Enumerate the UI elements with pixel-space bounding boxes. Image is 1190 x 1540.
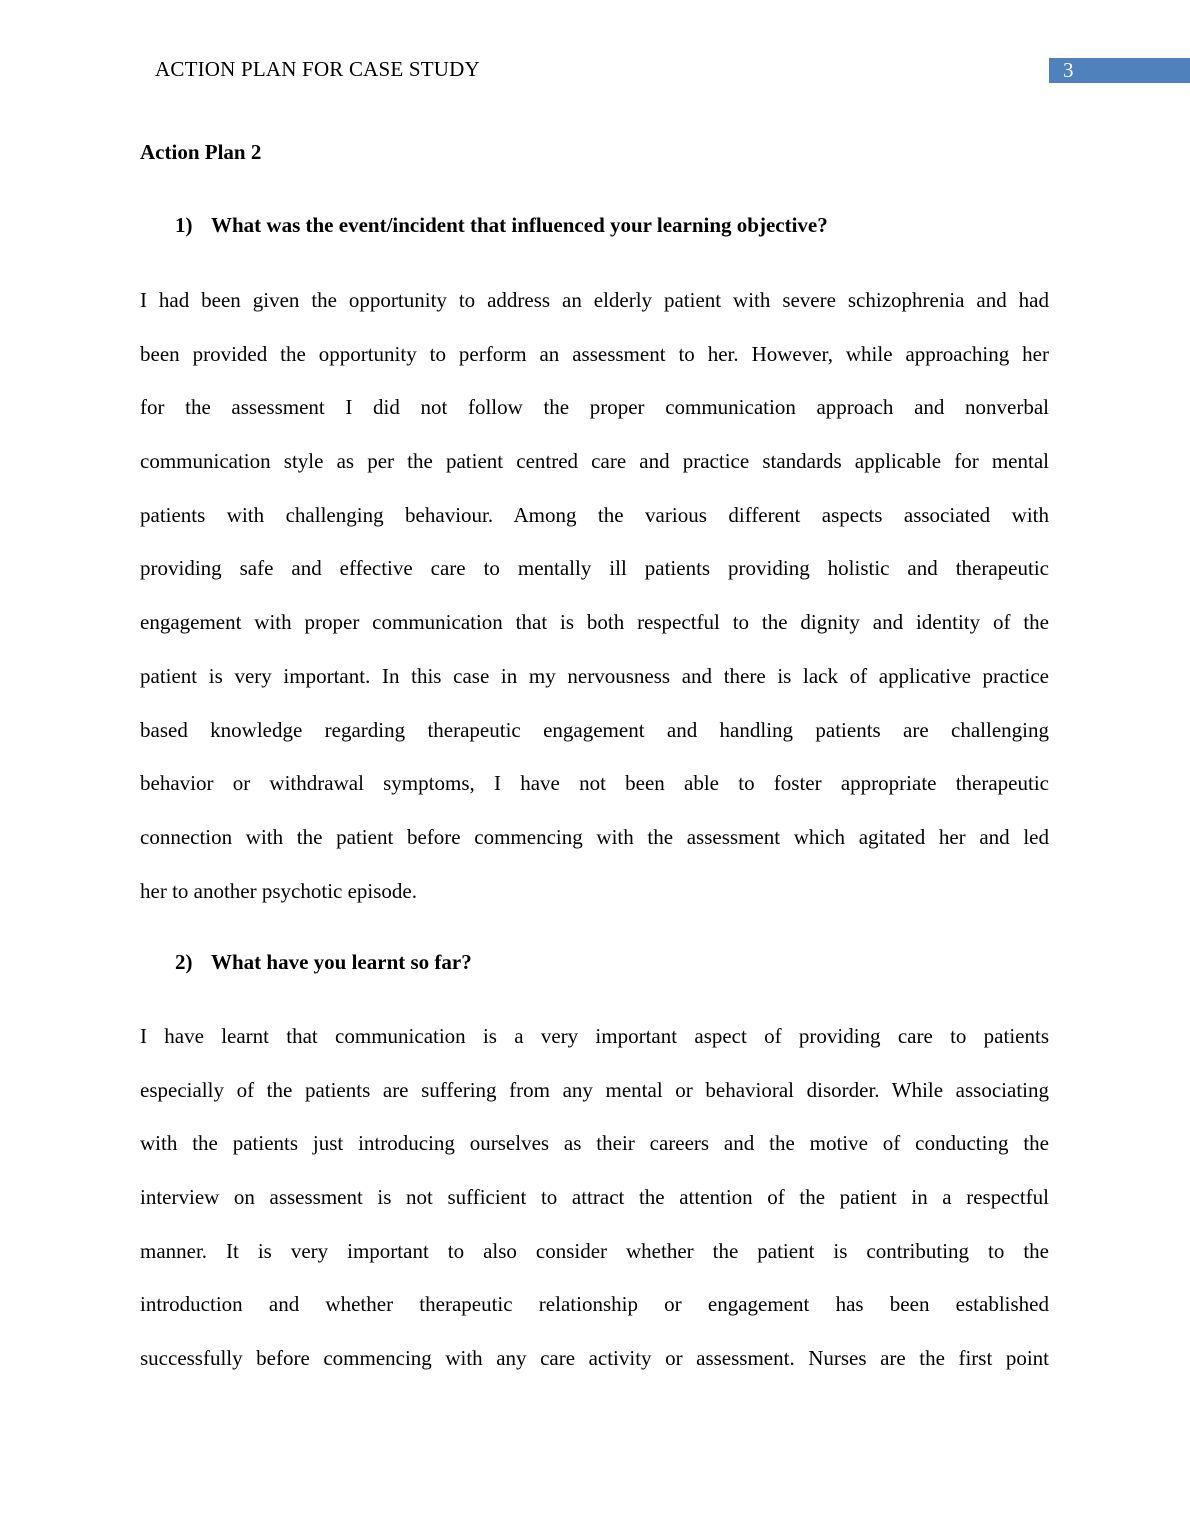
paragraph-line: especially of the patients are suffering from any mental or behavioral disorder. While associating	[140, 1077, 1049, 1102]
running-head: ACTION PLAN FOR CASE STUDY	[155, 57, 480, 81]
paragraph-1	[140, 287, 1049, 931]
paragraph-line: introduction and whether therapeutic relationship or engagement has been established	[140, 1292, 1049, 1317]
paragraph-line: communication style as per the patient centred care and practice standards applicable for mental	[140, 449, 1049, 474]
page-number-box	[1049, 58, 1190, 83]
paragraph-line: providing safe and effective care to mentally ill patients providing holistic and therapeutic	[140, 556, 1049, 581]
question-2-text: What have you learnt so far?	[211, 950, 472, 974]
paragraph-line: manner. It is very important to also consider whether the patient is contributing to the	[140, 1238, 1049, 1263]
paragraph-line: I had been given the opportunity to address an elderly patient with severe schizophrenia and had	[140, 288, 1049, 312]
paragraph-line: patient is very important. In this case in my nervousness and there is lack of applicative practice	[140, 663, 1049, 688]
paragraph-line: with the patients just introducing ourselves as their careers and the motive of conducting the	[140, 1131, 1049, 1156]
section-title: Action Plan 2	[140, 140, 262, 164]
question-1-text: What was the event/incident that influenced your learning objective?	[211, 213, 828, 237]
paragraph-line: been provided the opportunity to perform an assessment to her. However, while approaching her	[140, 341, 1049, 366]
paragraph-line: for the assessment I did not follow the proper communication approach and nonverbal	[140, 395, 1049, 420]
question-1-number: 1)	[175, 213, 193, 237]
paragraph-line: based knowledge regarding therapeutic engagement and handling patients are challenging	[140, 717, 1049, 742]
paragraph-2	[140, 1023, 1049, 1399]
paragraph-line: interview on assessment is not sufficient to attract the attention of the patient in a respectful	[140, 1185, 1049, 1210]
paragraph-line: patients with challenging behaviour. Among the various different aspects associated with	[140, 502, 1049, 527]
paragraph-line: behavior or withdrawal symptoms, I have not been able to foster appropriate therapeutic	[140, 771, 1049, 796]
paragraph-line: engagement with proper communication that is both respectful to the dignity and identity of the	[140, 610, 1049, 635]
paragraph-line: connection with the patient before commencing with the assessment which agitated her and led	[140, 824, 1049, 849]
question-2	[175, 950, 472, 975]
page-number: 3	[1063, 58, 1074, 82]
question-1	[175, 213, 828, 238]
question-2-number: 2)	[175, 950, 193, 974]
paragraph-line: her to another psychotic episode.	[140, 878, 417, 903]
paragraph-line: successfully before commencing with any care activity or assessment. Nurses are the first point	[140, 1346, 1049, 1371]
paragraph-line: I have learnt that communication is a very important aspect of providing care to patients	[140, 1024, 1049, 1048]
